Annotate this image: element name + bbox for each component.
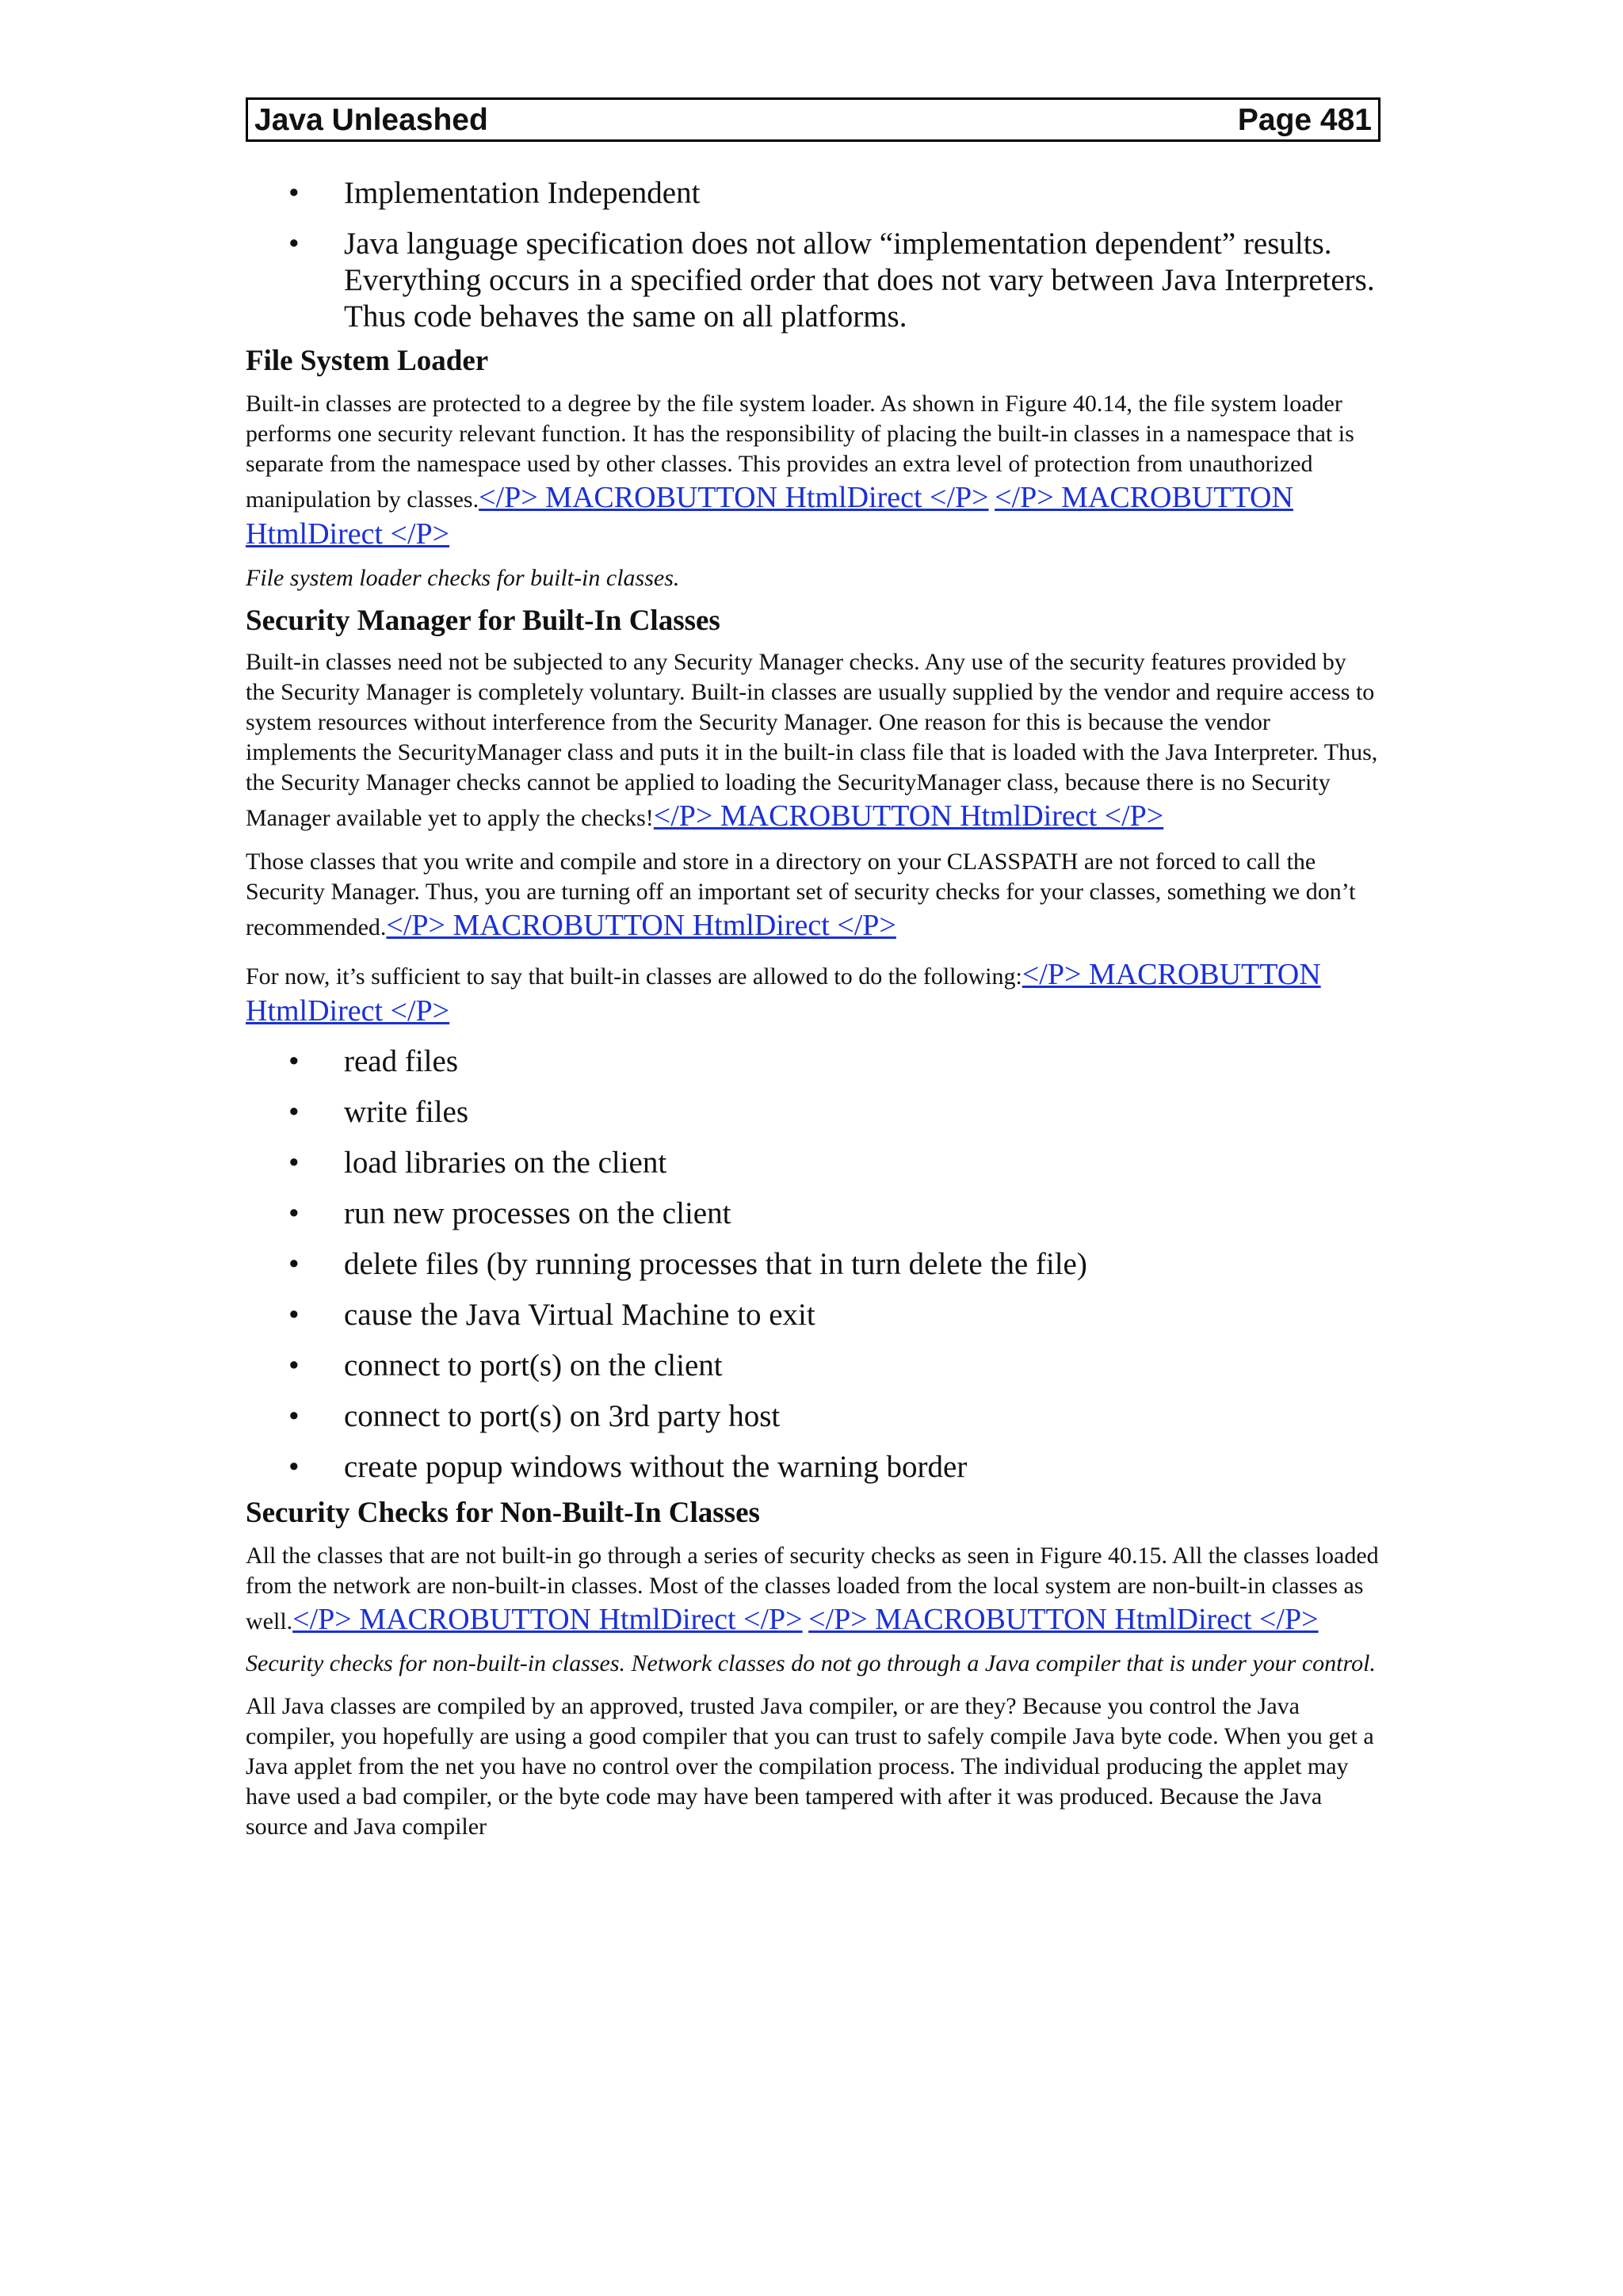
bullet-icon: • [288, 1095, 300, 1129]
bullet-icon: • [288, 1450, 300, 1484]
list-item: • load libraries on the client [288, 1146, 667, 1180]
list-item: • run new processes on the client [288, 1196, 731, 1230]
bullet-icon: • [288, 1348, 300, 1383]
paragraph: Those classes that you write and compile and store in a directory on your CLASSPATH are not forced to call the Security Manager. Thus, you are turning off an important set of security checks for your classes, something we don’t recommended.</P> MACROBUTTON HtmlDirect </P> [246, 849, 1356, 942]
bullet-icon: • [288, 1247, 300, 1281]
macrobutton-link[interactable]: </P> MACROBUTTON HtmlDirect </P> [292, 1603, 803, 1636]
list-item: • connect to port(s) on 3rd party host [288, 1399, 781, 1433]
macrobutton-link[interactable]: </P> MACROBUTTON HtmlDirect </P> [246, 481, 1293, 551]
list-item: • read files [288, 1044, 459, 1078]
macrobutton-link[interactable]: </P> MACROBUTTON HtmlDirect </P> [246, 958, 1321, 1028]
macrobutton-link[interactable]: </P> MACROBUTTON HtmlDirect </P> [386, 909, 896, 942]
paragraph: All Java classes are compiled by an approved, trusted Java compiler, or are they? Because you control the Java compiler, you hopefully are using a good compiler that you can trust to safely compile Java byte code. When you get a Java applet from the net you have no control over the compilation process. The individual producing the applet may have used a bad compiler, or the byte code may have been tampered with after it was produced. Because the Java source and Java compiler [246, 1693, 1374, 1840]
macrobutton-link[interactable]: </P> MACROBUTTON HtmlDirect </P> [653, 799, 1164, 833]
list-item: • create popup windows without the warning border [288, 1450, 968, 1484]
bullet-icon: • [288, 1399, 300, 1433]
paragraph: For now, it’s sufficient to say that built-in classes are allowed to do the following:</P> MACROBUTTON HtmlDirect </P> [246, 958, 1321, 1028]
bullet-icon: • [288, 1146, 300, 1180]
bullet-icon: • [288, 1298, 300, 1332]
macrobutton-link[interactable]: </P> MACROBUTTON HtmlDirect </P> [808, 1603, 1319, 1636]
paragraph: Built-in classes are protected to a degree by the file system loader. As shown in Figure 40.14, the file system loader performs one security relevant function. It has the responsibility of placing the built-in classes in a namespace that is separate from the namespace used by other classes. This provides an extra level of protection from unauthorized manipulation by classes.</P> MACROBUTTON HtmlDirect </P> </P> MACROBUTTON HtmlDirect </P> [246, 391, 1354, 551]
book-title: Java Unleashed [254, 103, 488, 137]
figure-caption: File system loader checks for built-in classes. [246, 565, 680, 591]
list-item: • delete files (by running processes that in turn delete the file) [288, 1247, 1087, 1281]
section-heading: Security Manager for Built-In Classes [246, 605, 720, 637]
list-item: • Implementation Independent [288, 176, 701, 210]
figure-caption: Security checks for non-built-in classes. Network classes do not go through a Java compiler that is under your control. [246, 1650, 1376, 1676]
list-item: • write files [288, 1095, 469, 1129]
list-item: • cause the Java Virtual Machine to exit [288, 1298, 815, 1332]
section-heading: Security Checks for Non-Built-In Classes [246, 1497, 760, 1529]
paragraph: All the classes that are not built-in go through a series of security checks as seen in Figure 40.15. All the classes loaded from the network are non-built-in classes. Most of the classes loaded from the local system are non-built-in classes as well.</P> MACROBUTTON HtmlDirect </P> </P> MACROBUTTON HtmlDirect </P> [246, 1543, 1379, 1636]
bullet-icon: • [288, 227, 300, 261]
document-page [246, 97, 1381, 1842]
bullet-icon: • [288, 1044, 300, 1078]
list-item: • connect to port(s) on the client [288, 1348, 723, 1383]
built-in-permissions-list [246, 1043, 1381, 1486]
list-item: • Java language specification does not allow “implementation dependent” results. Everything occurs in a specified order that does not vary between Java Interpreters. Thus code behaves the same on all platforms. [288, 227, 1375, 334]
page-header [246, 97, 1381, 142]
bullet-icon: • [288, 176, 300, 210]
macrobutton-link[interactable]: </P> MACROBUTTON HtmlDirect </P> [479, 481, 989, 514]
page-number: Page 481 [1237, 103, 1372, 137]
top-bullet-list [246, 175, 1381, 335]
bullet-icon: • [288, 1196, 300, 1230]
section-heading: File System Loader [246, 345, 489, 377]
paragraph: Built-in classes need not be subjected to any Security Manager checks. Any use of the security features provided by the Security Manager is completely voluntary. Built-in classes are usually supplied by the vendor and require access to system resources without interference from the Security Manager. One reason for this is because the vendor implements the SecurityManager class and puts it in the built-in class file that is loaded with the Java Interpreter. Thus, the Security Manager checks cannot be applied to loading the SecurityManager class, because there is no Security Manager available yet to apply the checks!</P> MACROBUTTON HtmlDirect </P> [246, 649, 1378, 833]
